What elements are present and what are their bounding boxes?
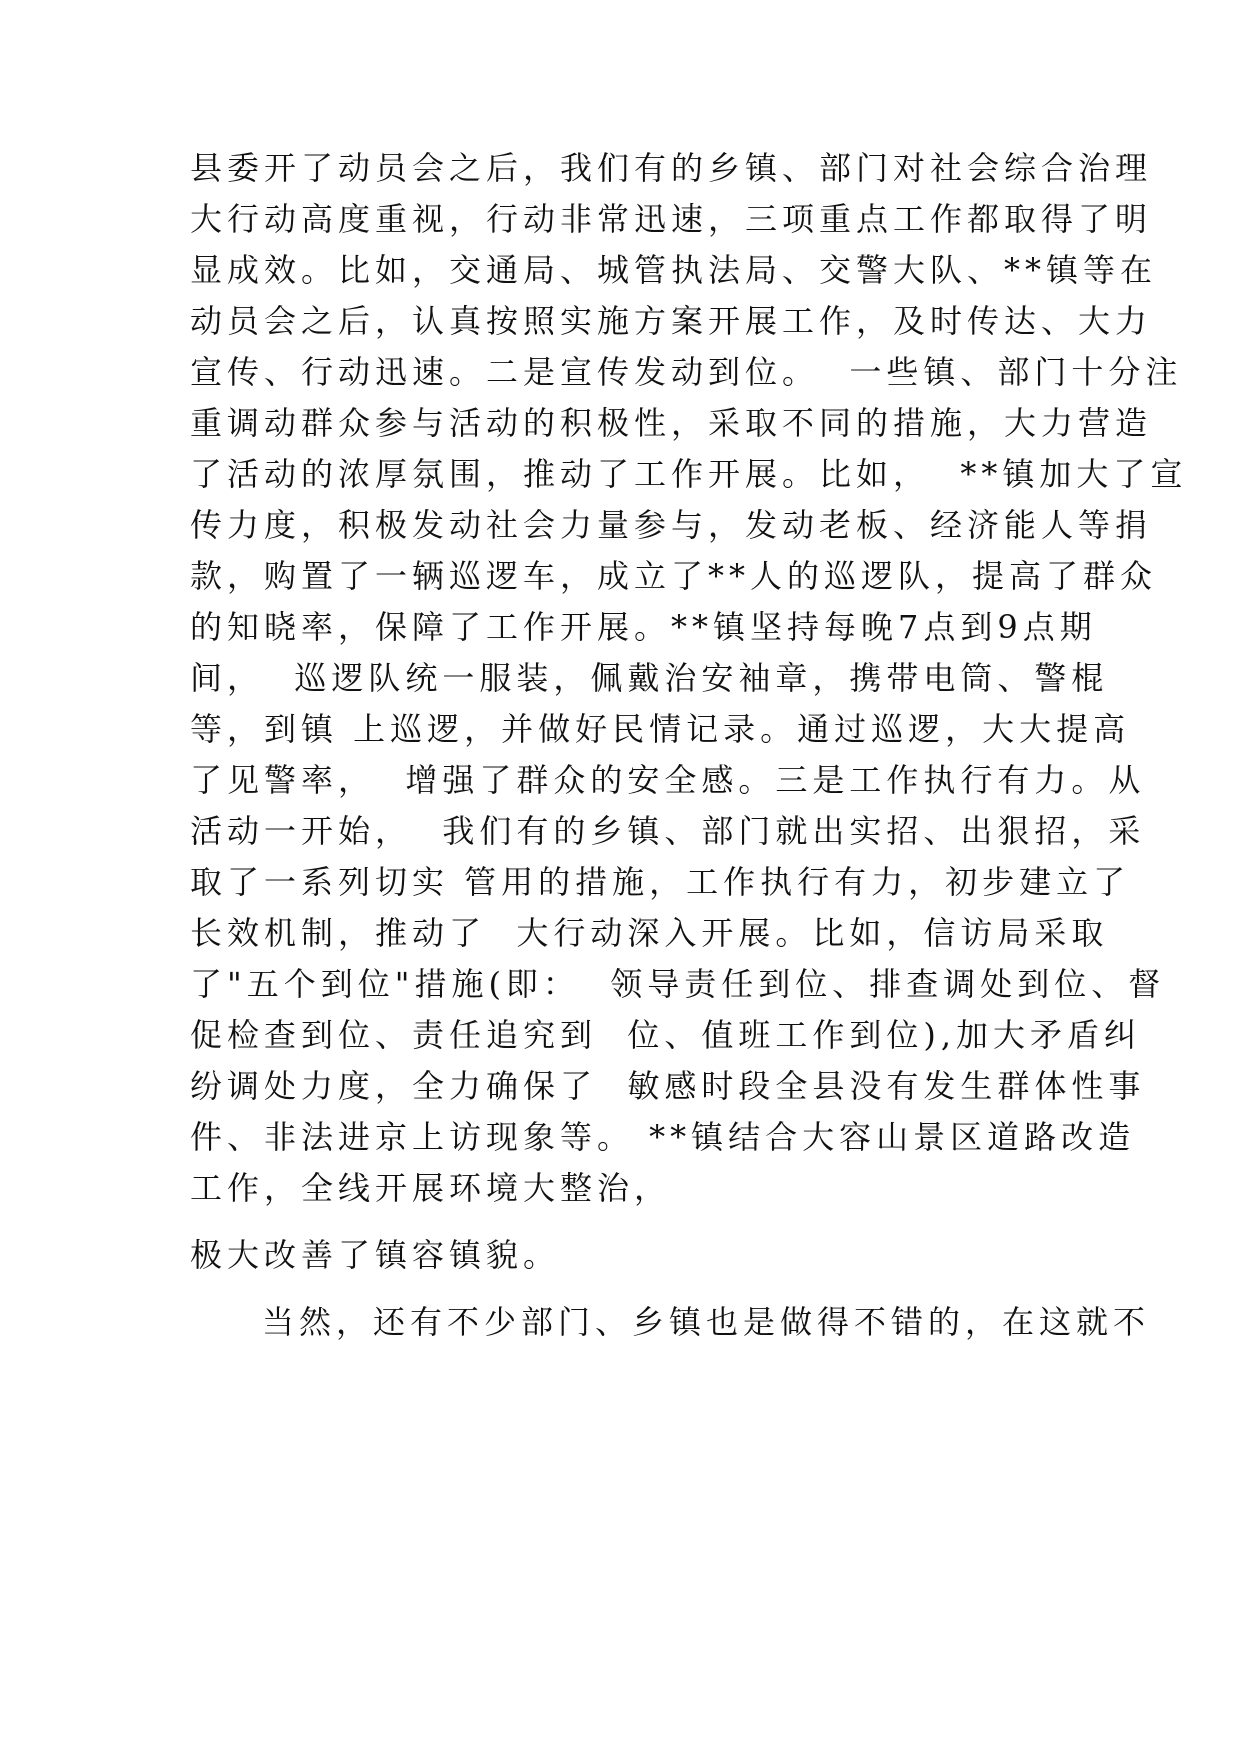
text-line: 重调动群众参与活动的积极性，采取不同的措施，大力营造	[190, 404, 1153, 442]
text-line: 活动一开始， 我们有的乡镇、部门就出实招、出狠招，采	[190, 812, 1146, 850]
text-line: 间， 巡逻队统一服装，佩戴治安袖章，携带电筒、警棍	[190, 659, 1109, 697]
text-line: 了"五个到位"措施(即： 领导责任到位、排查调处到位、督	[190, 965, 1166, 1003]
text-line: 工作，全线开展环境大整治，	[190, 1169, 672, 1207]
text-line: 等，到镇 上巡逻，并做好民情记录。通过巡逻，大大提高	[190, 710, 1131, 748]
text-line: 长效机制，推动了 大行动深入开展。比如，信访局采取	[190, 914, 1109, 952]
paragraph-first-line: 当然，还有不少部门、乡镇也是做得不错的，在这就不	[262, 1303, 1151, 1341]
text-line: 了见警率， 增强了群众的安全感。三是工作执行有力。从	[190, 761, 1146, 799]
text-line: 动员会之后，认真按照实施方案开展工作，及时传达、大力	[190, 302, 1153, 340]
text-line: 极大改善了镇容镇貌。	[190, 1236, 561, 1274]
text-line: 大行动高度重视，行动非常迅速，三项重点工作都取得了明	[190, 200, 1153, 238]
text-line: 取了一系列切实 管用的措施，工作执行有力，初步建立了	[190, 863, 1131, 901]
text-line: 传力度，积极发动社会力量参与，发动老板、经济能人等捐	[190, 506, 1153, 544]
text-line: 促检查到位、责任追究到 位、值班工作到位),加大矛盾纠	[190, 1016, 1142, 1054]
text-line: 了活动的浓厚氛围，推动了工作开展。比如， **镇加大了宣	[190, 455, 1188, 493]
text-line: 纷调处力度，全力确保了 敏感时段全县没有发生群体性事	[190, 1067, 1146, 1105]
text-line: 的知晓率，保障了工作开展。**镇坚持每晚7点到9点期	[190, 608, 1097, 646]
text-line: 宣传、行动迅速。二是宣传发动到位。 一些镇、部门十分注	[190, 353, 1183, 391]
text-line: 县委开了动员会之后，我们有的乡镇、部门对社会综合治理	[190, 149, 1153, 187]
text-line: 款，购置了一辆巡逻车，成立了**人的巡逻队，提高了群众	[190, 557, 1158, 595]
text-line: 件、非法进京上访现象等。 **镇结合大容山景区道路改造	[190, 1118, 1136, 1156]
text-line: 显成效。比如，交通局、城管执法局、交警大队、**镇等在	[190, 251, 1158, 289]
